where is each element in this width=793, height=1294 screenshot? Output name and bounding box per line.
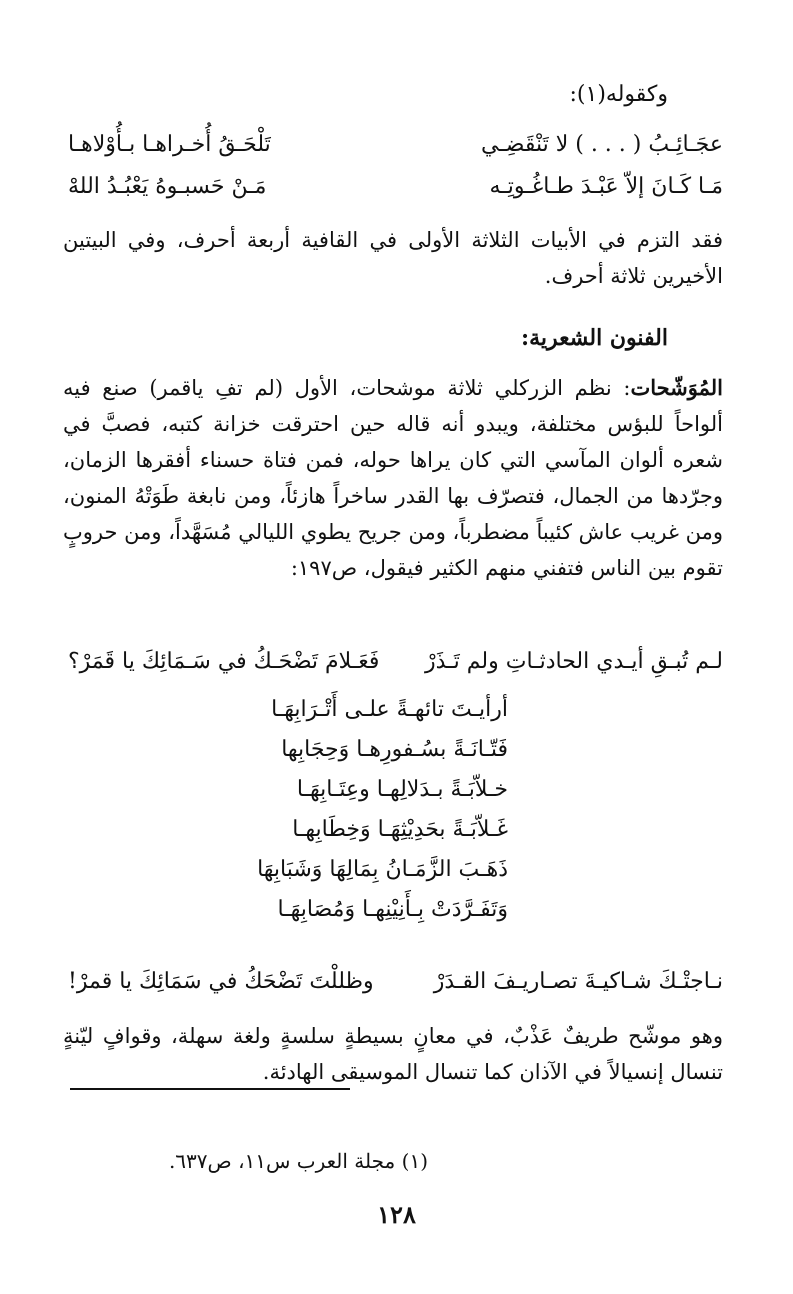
verse-line: [68, 965, 723, 999]
verse-second-hemistich: تَلْحَـقُ أُخـراهـا بـأُوْلاهـا: [68, 132, 271, 157]
verse-first-hemistich: نـاجتْـكَ شـاكيـةَ تصـاريـفَ القـدَرْ: [433, 969, 723, 994]
stanza-line: وَتَفَـرَّدَتْ بِـأَنِيْنِهـا وَمُصَابِهَـا: [277, 897, 508, 922]
verse-first-hemistich: لـم تُبـقِ أيـدي الحادثـاتِ ولم تَـذَرْ: [425, 649, 723, 674]
stanza-line: أرأيـتَ تائهـةً علـى أَتْـرَابِهَـا: [271, 697, 508, 722]
verse-first-hemistich: مَـا كَـانَ إلاّ عَبْـدَ طـاغُـوتِـه: [489, 174, 723, 199]
stanza-line: خـلاّبَـةً بـدَلالِهـا وعِتَـابِهَـا: [296, 777, 508, 802]
verse-line: [68, 128, 723, 162]
page-number: ١٢٨: [377, 1200, 416, 1229]
stanza-line: ذَهَـبَ الزَّمَـانُ بِمَالِهَا وَشَبَابِهَا: [257, 857, 508, 882]
paragraph-body: : نظم الزركلي ثلاثة موشحات، الأول (لم تفِ ياقمر) صنع فيه ألواحاً للبؤس مختلفة، ويبدو أنه قاله حين احترقت خزانة كتبه، فصبَّ في شعره ألوان المآسي التي كان يراها حوله، فمن فتاة حسناء أفقرها الزمان، وجرّدها من الجمال، فتصرّف بها القدر ساخراً هازئاً، ومن نابغة طَوَتْهُ المنون، ومن غريب عاش كئيباً مضطرباً، ومن جريح يطوي الليالي مُسَهَّداً، ومن حروبٍ تقوم بين الناس فتفني منهم الكثير فيقول، ص١٩٧:: [63, 376, 723, 580]
footnote-divider: [70, 1088, 350, 1090]
intro-line: وكقوله(١):: [569, 82, 668, 107]
verse-second-hemistich: مَـنْ حَسبـوهُ يَعْبُـدُ اللهْ: [68, 174, 267, 199]
verse-line: [68, 645, 723, 679]
term-muwashshahat: المُوَشّحات: [630, 375, 723, 400]
verse-first-hemistich: عجَـائِـبُ ( . . . ) لا تَنْقَضِـي: [480, 132, 723, 157]
verse-line: [68, 170, 723, 204]
paragraph: وهو موشّح طريفٌ عَذْبٌ، في معانٍ بسيطةٍ سلسةٍ ولغة سهلة، وقوافٍ ليّنةٍ تنسال إنسيالاً في الآذان كما تنسال الموسيقى الهادئة.: [63, 1024, 723, 1084]
paragraph: [63, 370, 723, 586]
stanza-line: فَتّـانَـةً بسُـفورِهـا وَحِجَابِها: [281, 737, 508, 762]
section-heading: الفنون الشعرية:: [521, 325, 668, 351]
footnote: (١) مجلة العرب س١١، ص٦٣٧.: [168, 1149, 428, 1173]
paragraph: فقد التزم في الأبيات الثلاثة الأولى في القافية أربعة أحرف، وفي البيتين الأخيرين ثلاثة أحرف.: [63, 228, 723, 288]
verse-second-hemistich: فَعَـلامَ تَضْحَـكُ في سَـمَائِكَ يا قَمَرْ؟: [68, 649, 380, 674]
stanza-line: غَـلاّبَـةً بحَدِيْثِهَـا وَخِطَابِهـا: [292, 817, 508, 842]
stanza: [168, 690, 508, 930]
verse-second-hemistich: وظللْتَ تَضْحَكُ في سَمَائِكَ يا قمرْ!: [68, 969, 374, 994]
